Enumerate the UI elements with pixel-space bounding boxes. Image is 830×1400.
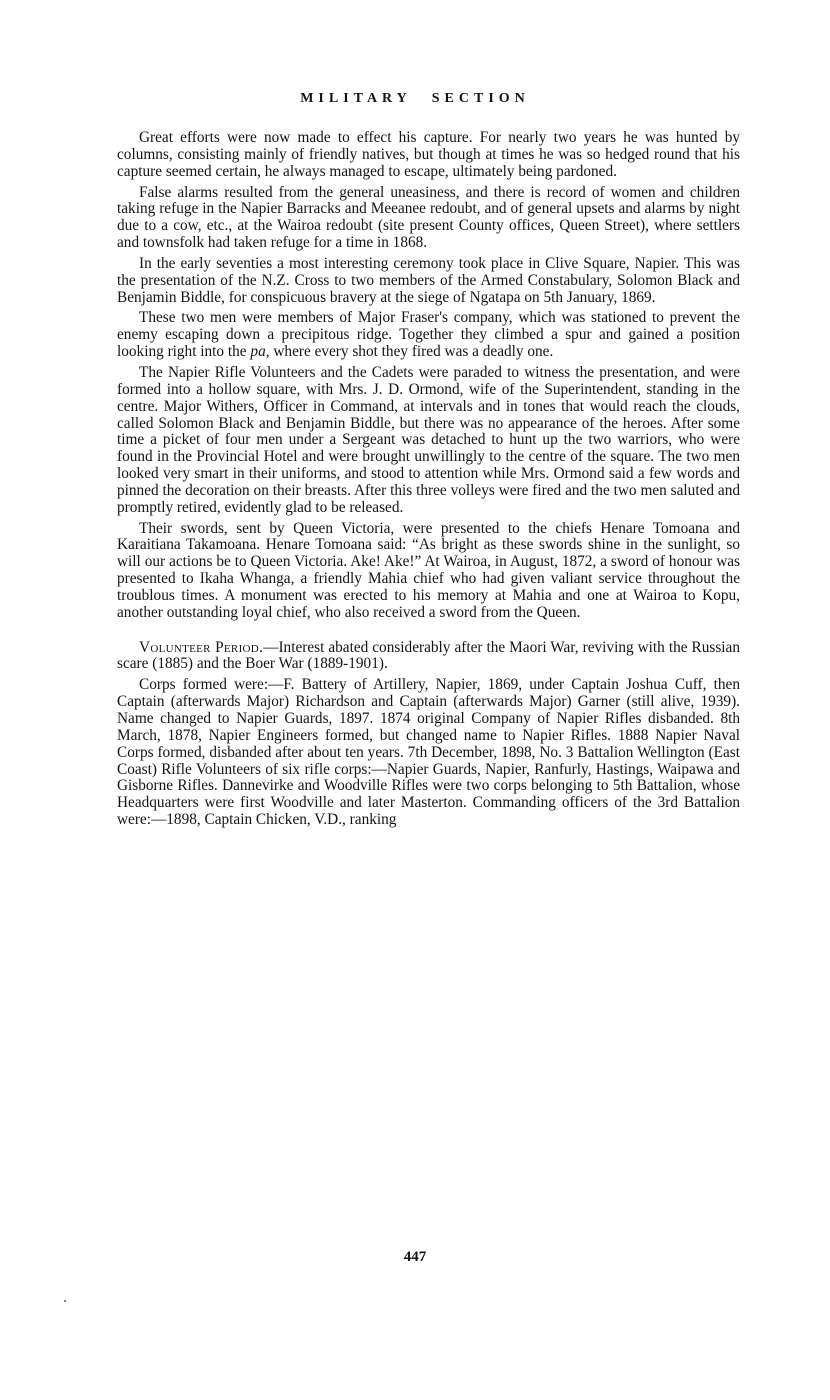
italic-pa: pa, <box>250 343 270 361</box>
paragraph-presentation: The Napier Rifle Volunteers and the Cadets were paraded to witness the presentation, and were formed into a hollow square, with Mrs. J. D. Ormond, wife of the Superintendent, standing in the centre. Major Withers, Officer in Command, at intervals and in tones that would reach the clouds, called Solomon Black and Benjamin Biddle, but there was no appearance of the heroes. After some time a picket of four men under a Sergeant was detached to hunt up the two warriors, who were found in the Provincial Hotel and were brought unwillingly to the centre of the square. The two men looked very smart in their uniforms, and stood to attention while Mrs. Ormond said a few words and pinned the decoration on their breasts. After this three volleys were fired and the two men saluted and promptly retired, evidently glad to be released. <box>117 363 740 516</box>
running-header: MILITARY SECTION <box>300 91 530 106</box>
paragraph-fraser-company <box>117 310 740 361</box>
body-text <box>117 130 740 833</box>
paragraph-corps-formed: Corps formed were:—F. Battery of Artillery, Napier, 1869, under Captain Joshua Cuff, then Captain (afterwards Major) Richardson and Captain (afterwards Major) Garner (still alive, 1939). Name changed to Napier Guards, 1897. 1874 original Company of Napier Rifles disbanded. 8th March, 1878, Napier Engineers formed, but changed name to Napier Rifles. 1888 Napier Naval Corps formed, disbanded after about ten years. 7th December, 1898, No. 3 Battalion Wellington (East Coast) Rifle Volunteers of six rifle corps:—Napier Guards, Napier, Ranfurly, Hastings, Waipawa and Gisborne Rifles. Dannevirke and Woodville Rifles were two corps belonging to 5th Battalion, whose Headquarters were first Woodville and later Masterton. Commanding officers of the 3rd Battalion were:—1898, Captain Chicken, V.D., ranking <box>117 676 740 829</box>
paragraph-volunteer-period <box>117 640 740 674</box>
section-heading-volunteer-period: Volunteer Period. <box>139 638 264 656</box>
paragraph-volunteer-period-text: —Interest abated considerably after the Maori War, reviving with the Russian scare (1885) and the Boer War (1889-1901). <box>117 638 740 673</box>
paragraph-swords: Their swords, sent by Queen Victoria, were presented to the chiefs Henare Tomoana and Karaitiana Takamoana. Henare Tomoana said: “As bright as these swords shine in the sunlight, so will our actions be to Queen Victoria. Ake! Ake!” At Wairoa, in August, 1872, a sword of honour was presented to Ikaha Whanga, a friendly Mahia chief who had given valiant service throughout the troublous times. A monument was erected to his memory at Mahia and one at Wairoa to Kopu, another outstanding loyal chief, who also received a sword from the Queen. <box>117 519 740 621</box>
paragraph-nz-cross-ceremony: In the early seventies a most interesting ceremony took place in Clive Square, Napier. This was the presentation of the N.Z. Cross to two members of the Armed Constabulary, Solomon Black and Benjamin Biddle, for conspicuous bravery at the siege of Ngatapa on 5th January, 1869. <box>117 254 740 306</box>
paragraph-fraser-company-text-2: where every shot they fired was a deadly one. <box>269 343 554 361</box>
page-number: 447 <box>403 1249 427 1265</box>
scan-speck <box>64 1300 66 1302</box>
paragraph-fraser-company-text-1: These two men were members of Major Fraser's company, which was stationed to prevent the enemy escaping down a precipitous ridge. Together they climbed a spur and gained a position looking right into the <box>117 309 740 361</box>
paragraph-false-alarms: False alarms resulted from the general uneasiness, and there is record of women and children taking refuge in the Napier Barracks and Meeanee redoubt, and of general upsets and alarms by night due to a cow, etc., at the Wairoa redoubt (site present County offices, Queen Street), where settlers and townsfolk had taken refuge for a time in 1868. <box>117 183 740 252</box>
paragraph-capture: Great efforts were now made to effect his capture. For nearly two years he was hunted by columns, consisting mainly of friendly natives, but though at times he was so hedged round that his capture seemed certain, he always managed to escape, ultimately being pardoned. <box>117 129 740 180</box>
